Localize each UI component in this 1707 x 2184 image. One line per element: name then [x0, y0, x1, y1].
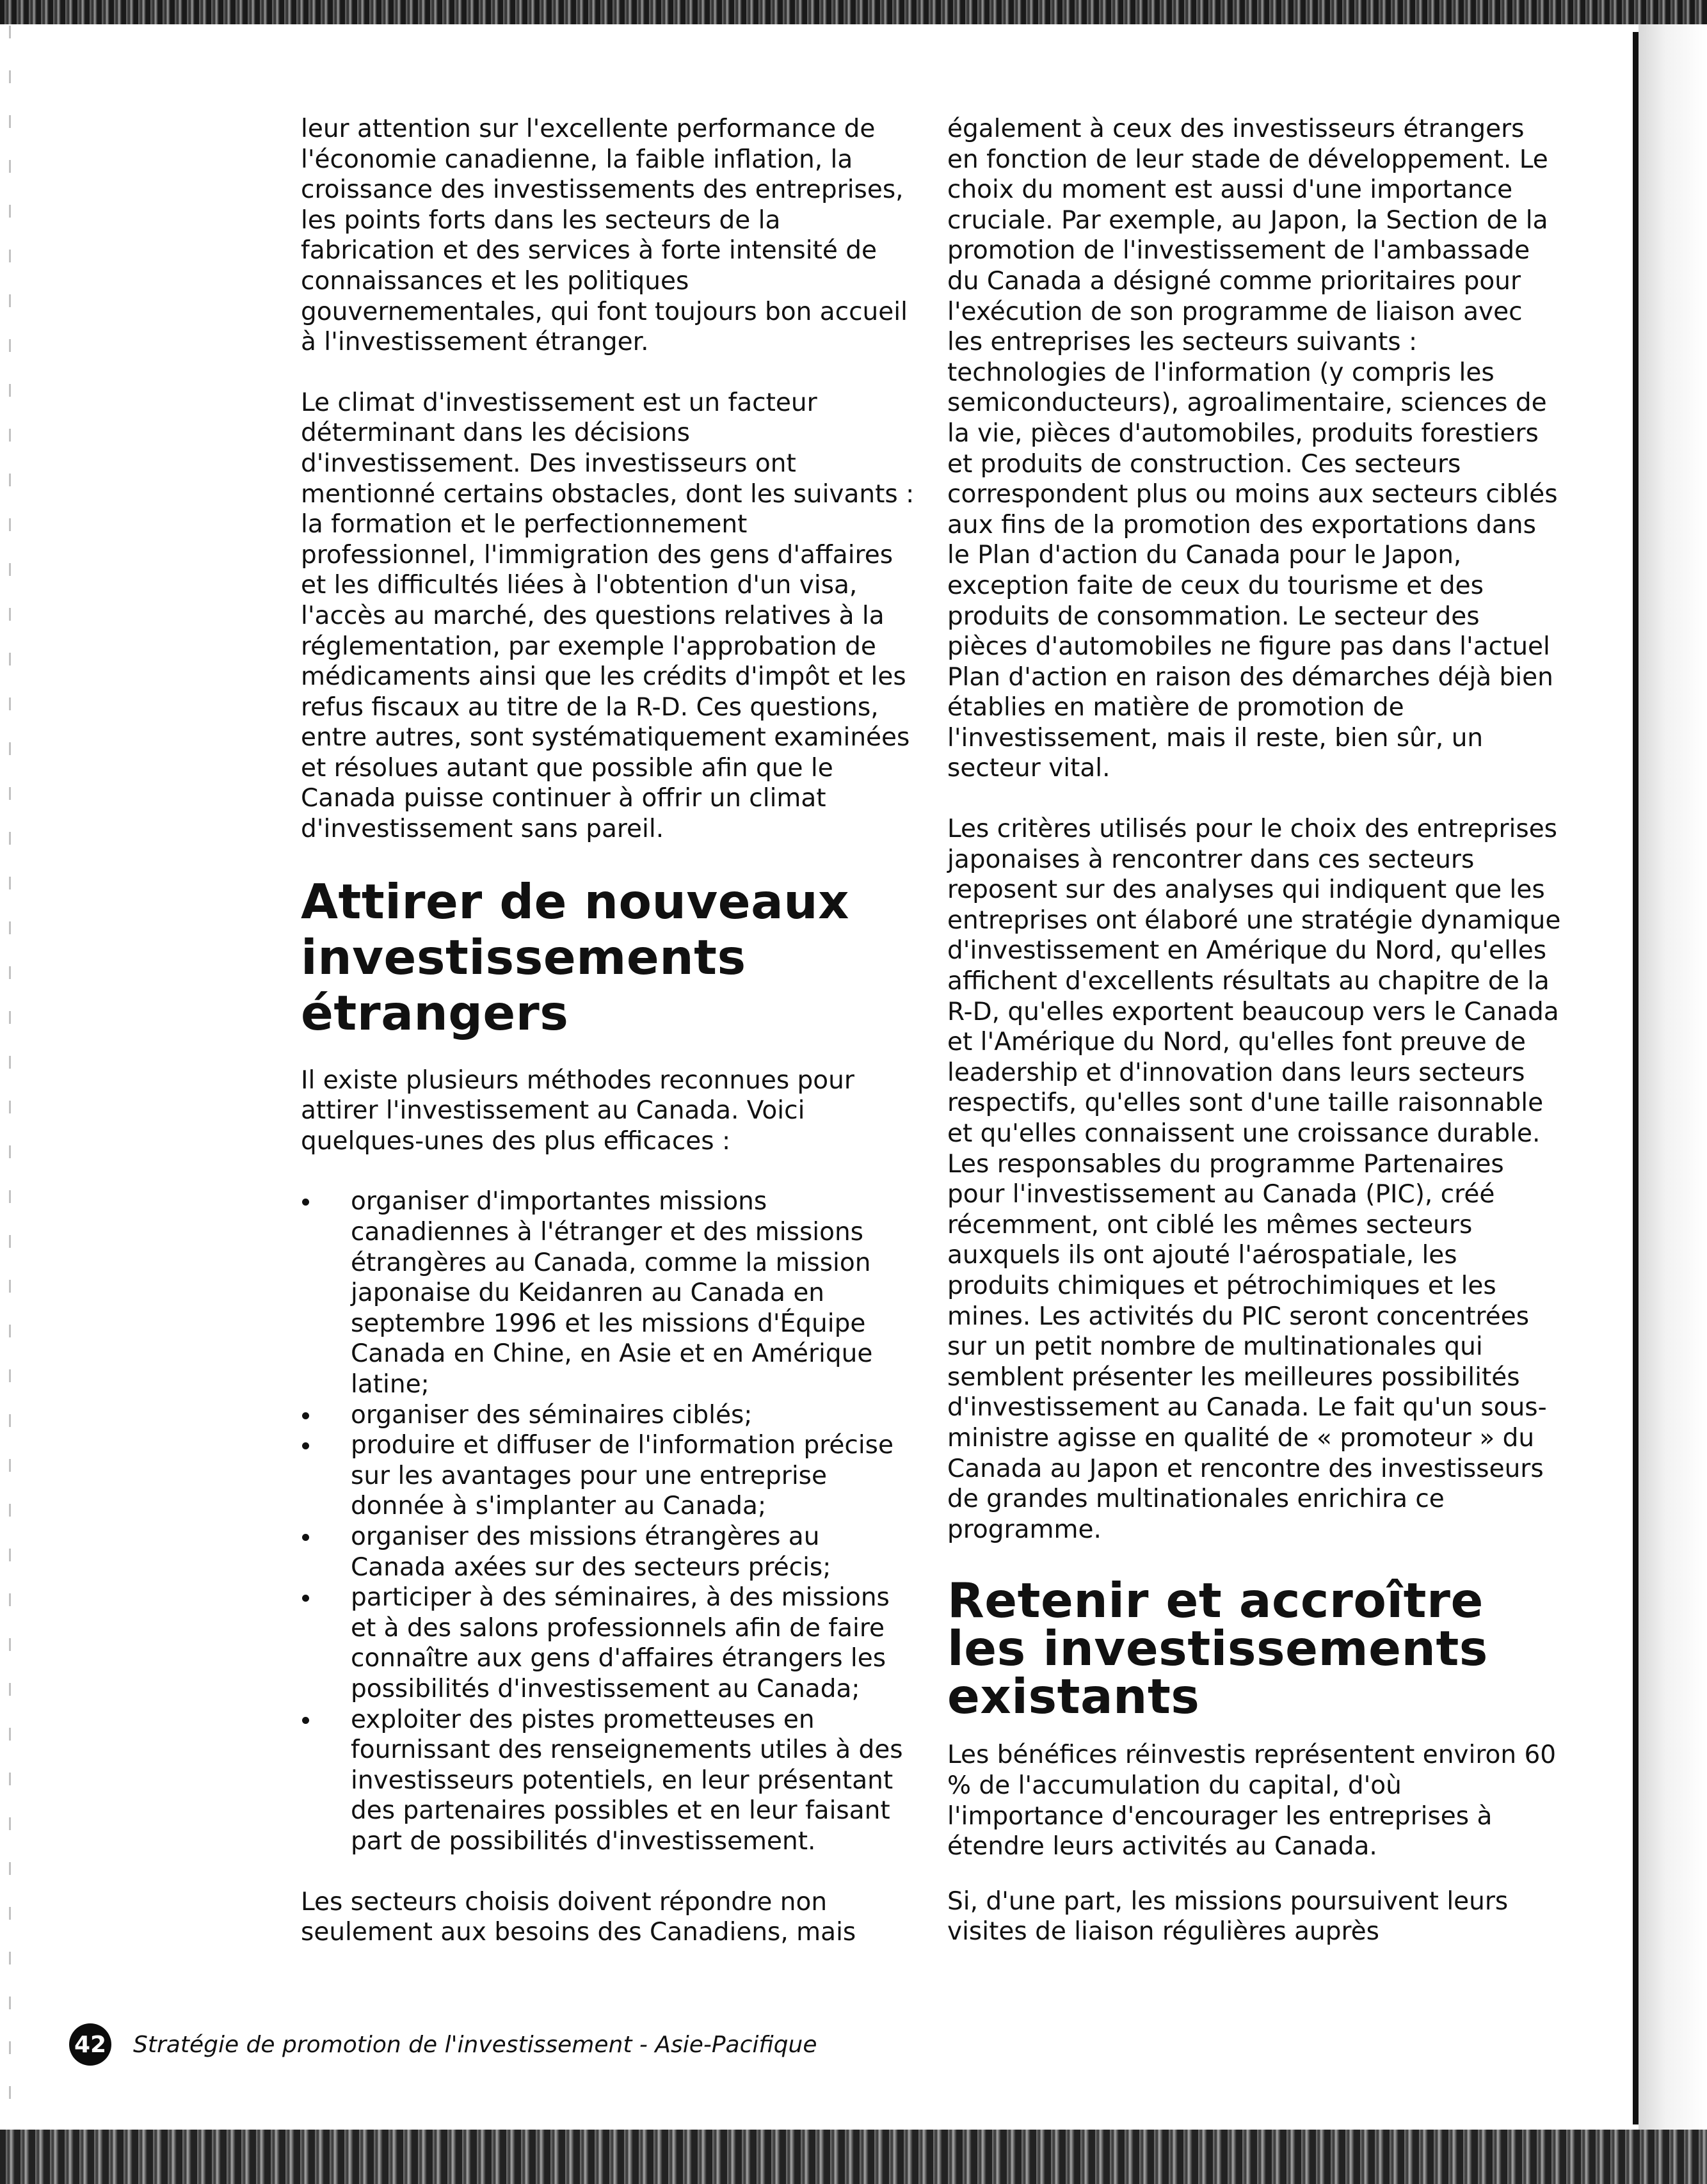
bullet-icon: [302, 1442, 309, 1449]
page-edge-shadow: [1639, 24, 1707, 2130]
paragraph: leur attention sur l'excellente performance de l'économie canadienne, la faible inflation, la croissance des investissements des entreprises, les points forts dans les secteurs de la fabrication et des services à forte intensité de connaissances et les politiques gouvernementales, qui font toujours bon accueil à l'investissement étranger.: [301, 115, 908, 357]
scan-border-bottom: [0, 2130, 1707, 2184]
paragraph: Le climat d'investissement est un facteur déterminant dans les décisions d'investissement. Des investisseurs ont mentionné certains obstacles, dont les suivants : la formation et le perfectionnement professionnel, l'immigration des gens d'affaires et les difficultés liées à l'obtention d'un visa, l'accès au marché, des questions relatives à la réglementation, par exemple l'approbation de médicaments ainsi que les crédits d'impôt et les refus fiscaux au titre de la R-D. Ces questions, entre autres, sont systématiquement examinées et résolues autant que possible afin que le Canada puisse continuer à offrir un climat d'investissement sans pareil.: [301, 388, 915, 844]
left-column: [301, 114, 915, 1948]
page-footer: [69, 2023, 817, 2066]
footer-title: Stratégie de promotion de l'investissement - Asie-Pacifique: [133, 2031, 817, 2058]
list-item: [301, 1522, 915, 1582]
paragraph: également à ceux des investisseurs étrangers en fonction de leur stade de développement. Le choix du moment est aussi d'une importance cruciale. Par exemple, au Japon, la Section de la promotion de l'investissement de l'ambassade du Canada a désigné comme prioritaires pour l'exécution de son programme de liaison avec les entreprises les secteurs suivants : technologies de l'information (y compris les semiconducteurs), agroalimentaire, sciences de la vie, pièces d'automobiles, produits forestiers et produits de construction. Ces secteurs correspondent plus ou moins aux secteurs ciblés aux fins de la promotion des exportations dans le Plan d'action du Canada pour le Japon, exception faite de ceux du tourisme et des produits de consommation. Le secteur des pièces d'automobiles ne figure pas dans l'actuel Plan d'action en raison des démarches déjà bien établies en matière de promotion de l'investissement, mais il reste, bien sûr, un secteur vital.: [947, 115, 1558, 783]
bullet-icon: [302, 1534, 309, 1541]
bullet-icon: [302, 1199, 309, 1206]
list-item-text: participer à des séminaires, à des missions et à des salons professionnels afin de faire connaître aux gens d'affaires étrangers les possibilités d'investissement au Canada;: [351, 1583, 890, 1703]
list-item-text: organiser d'importantes missions canadiennes à l'étranger et des missions étrangères au Canada, comme la mission japonaise du Keidanren au Canada en septembre 1996 et les missions d'Équipe Canada en Chine, en Asie et en Amérique latine;: [351, 1187, 873, 1399]
section-heading-attirer: Attirer de nouveaux investissements étrangers: [301, 873, 850, 1041]
paragraph: Les secteurs choisis doivent répondre non seulement aux besoins des Canadiens, mais: [301, 1887, 856, 1947]
right-column: [947, 114, 1562, 1947]
bullet-list: [301, 1186, 915, 1856]
paragraph: Les bénéfices réinvestis représentent environ 60 % de l'accumulation du capital, d'où l'importance d'encourager les entreprises à étendre leurs activités au Canada.: [947, 1741, 1557, 1861]
bullet-icon: [302, 1595, 309, 1602]
list-item: [301, 1186, 915, 1399]
list-item: [301, 1582, 915, 1704]
list-item: [301, 1430, 915, 1522]
paragraph: Si, d'une part, les missions poursuivent leurs visites de liaison régulières auprès: [947, 1886, 1509, 1947]
page-number-badge: 42: [69, 2023, 111, 2066]
page-edge-right: [1633, 32, 1639, 2124]
list-item-text: produire et diffuser de l'information précise sur les avantages pour une entreprise donnée à s'implanter au Canada;: [351, 1431, 894, 1521]
paragraph: Les critères utilisés pour le choix des entreprises japonaises à rencontrer dans ces secteurs reposent sur des analyses qui indiquent que les entreprises ont élaboré une stratégie dynamique d'investissement en Amérique du Nord, qu'elles affichent d'excellents résultats au chapitre de la R-D, qu'elles exportent beaucoup vers le Canada et l'Amérique du Nord, qu'elles font preuve de leadership et d'innovation dans leurs secteurs respectifs, qu'elles sont d'une taille raisonnable et qu'elles connaissent une croissance durable. Les responsables du programme Partenaires pour l'investissement au Canada (PIC), créé récemment, ont ciblé les mêmes secteurs auxquels ils ont ajouté l'aérospatiale, les produits chimiques et pétrochimiques et les mines. Les activités du PIC seront concentrées sur un petit nombre de multinationales qui semblent présenter les meilleures possibilités d'investissement au Canada. Le fait qu'un sous-ministre agisse en qualité de « promoteur » du Canada au Japon et rencontre des investisseurs de grandes multinationales enrichira ce programme.: [947, 815, 1561, 1544]
list-item-text: organiser des missions étrangères au Canada axées sur des secteurs précis;: [351, 1522, 831, 1582]
list-item: [301, 1705, 915, 1857]
list-item-text: exploiter des pistes prometteuses en fournissant des renseignements utiles à des investisseurs potentiels, en leur présentant des partenaires possibles et en leur faisant part de possibilités d'investissement.: [351, 1705, 903, 1856]
scan-edge-left: [9, 26, 11, 2124]
bullet-icon: [302, 1412, 309, 1419]
scan-border-top: [0, 0, 1707, 24]
list-item-text: organiser des séminaires ciblés;: [351, 1400, 753, 1430]
section-heading-retenir: Retenir et accroître les investissements existants: [947, 1572, 1488, 1725]
paragraph: Il existe plusieurs méthodes reconnues pour attirer l'investissement au Canada. Voici quelques-unes des plus efficaces :: [301, 1065, 854, 1156]
bullet-icon: [302, 1717, 309, 1724]
list-item: [301, 1400, 915, 1431]
